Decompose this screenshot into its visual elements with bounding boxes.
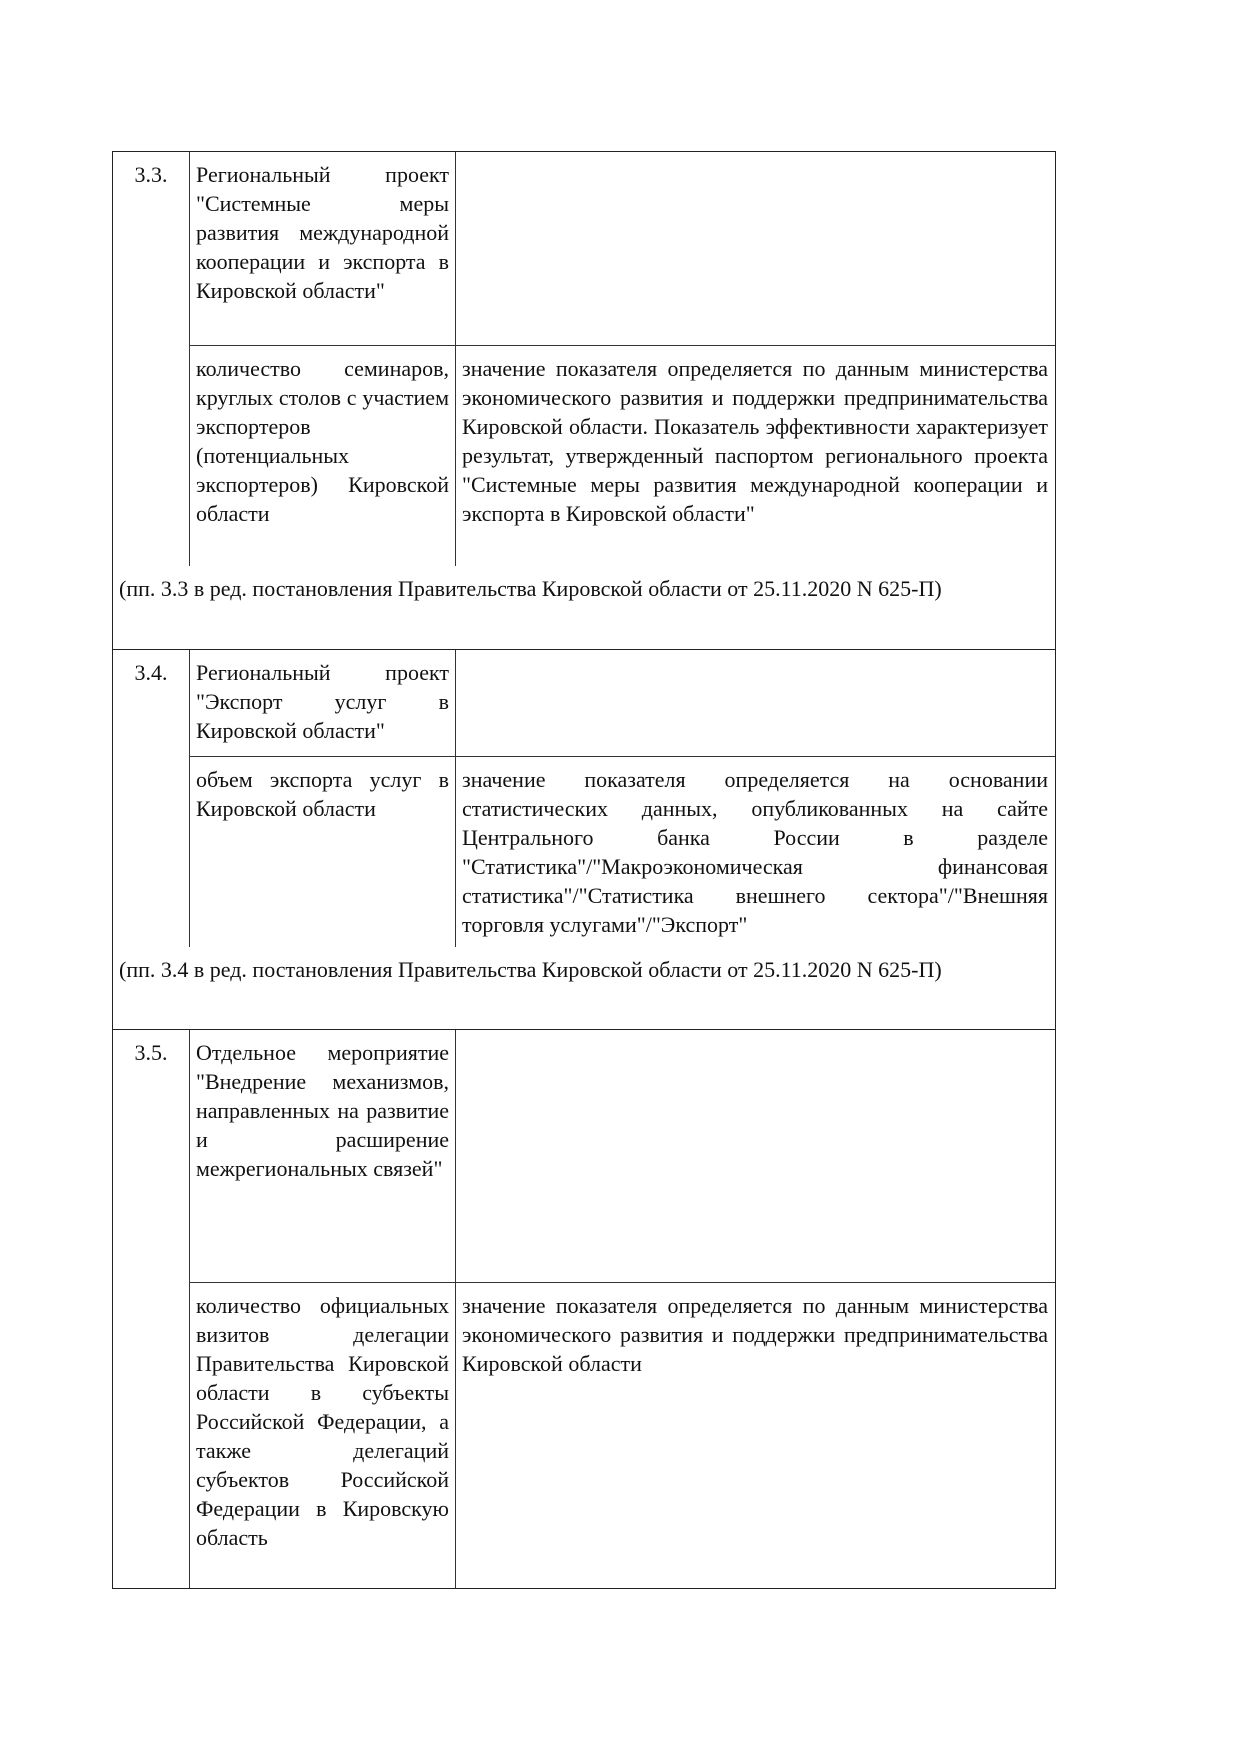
section-header-row: [113, 650, 1055, 756]
indicator-name: количество официальных визитов делегации Правительства Кировской области в субъекты Российской Федерации, а также делегаций субъектов Российской Федерации в Кировскую область: [189, 1282, 455, 1588]
section-title: Отдельное мероприятие "Внедрение механизмов, направленных на развитие и расширение межрегиональных связей": [189, 1030, 455, 1282]
section-header-row: [113, 1030, 1055, 1282]
amendment-note: (пп. 3.4 в ред. постановления Правительства Кировской области от 25.11.2020 N 625-П): [119, 957, 942, 982]
indicator-name: количество семинаров, круглых столов с участием экспортеров (потенциальных экспортеров) Кировской области: [189, 345, 455, 566]
section-header-row: [113, 152, 1055, 345]
section-number: 3.3.: [134, 162, 168, 187]
section-description-empty: [455, 650, 1055, 756]
section-description-empty: [455, 152, 1055, 345]
indicator-row: [113, 756, 1055, 947]
indicators-table: [112, 151, 1056, 1589]
number-spacer: [113, 756, 189, 947]
section-3-3: [113, 152, 1055, 649]
section-title: Региональный проект "Системные меры развития международной кооперации и экспорта в Кировской области": [189, 152, 455, 345]
section-3-4: [113, 649, 1055, 1029]
number-spacer: [113, 1282, 189, 1588]
section-number: 3.4.: [134, 660, 168, 685]
section-number: 3.5.: [134, 1040, 168, 1065]
indicator-method: значение показателя определяется на основании статистических данных, опубликованных на сайте Центрального банка России в разделе "Статистика"/"Макроэкономическая финансовая статистика"/"Статистика внешнего сектора"/"Внешняя торговля услугами"/"Экспорт": [455, 756, 1055, 947]
amendment-note: (пп. 3.3 в ред. постановления Правительства Кировской области от 25.11.2020 N 625-П): [119, 576, 942, 601]
indicator-method: значение показателя определяется по данным министерства экономического развития и поддержки предпринимательства Кировской области: [455, 1282, 1055, 1588]
section-description-empty: [455, 1030, 1055, 1282]
section-3-5: [113, 1029, 1055, 1588]
section-title: Региональный проект "Экспорт услуг в Кировской области": [189, 650, 455, 756]
number-spacer: [113, 345, 189, 566]
indicator-name: объем экспорта услуг в Кировской области: [189, 756, 455, 947]
indicator-row: [113, 1282, 1055, 1588]
indicator-method: значение показателя определяется по данным министерства экономического развития и поддержки предпринимательства Кировской области. Показатель эффективности характеризует результат, утвержденный паспортом регионального проекта "Системные меры развития международной кооперации и экспорта в Кировской области": [455, 345, 1055, 566]
indicator-row: [113, 345, 1055, 566]
